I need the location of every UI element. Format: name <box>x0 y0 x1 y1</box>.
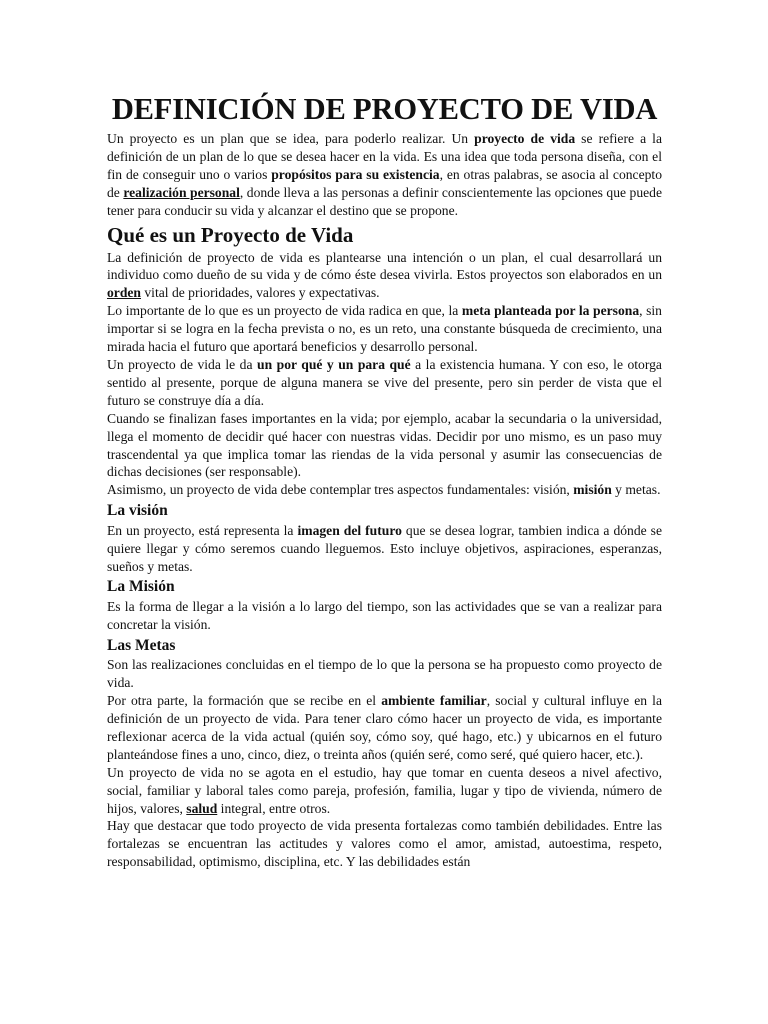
text-run: Un proyecto es un plan que se idea, para poderlo realizar. Un <box>107 131 475 146</box>
text-run: En un proyecto, está representa la <box>107 522 298 538</box>
text-run: Por otra parte, la formación que se recibe en el <box>107 693 382 709</box>
link-realizacion-personal[interactable]: realización personal <box>123 184 240 200</box>
text-run: La definición de proyecto de vida es plantearse una intención o un plan, el cual desarrollará un individuo como dueño de su vida y de cómo éste desea vivirla. Estos proyectos son elaborados en un <box>107 249 662 283</box>
text-run: , sin importar si se logra en la fecha prevista o no, es un reto, una constante búsqueda de crecimiento, una mirada hacia el futuro que aportará beneficios y desarrollo personal. <box>107 303 662 355</box>
intro-paragraph <box>107 130 662 220</box>
section-heading-metas: Las Metas <box>107 636 176 654</box>
paragraph: Cuando se finalizan fases importantes en la vida; por ejemplo, acabar la secundaria o la universidad, llega el momento de decidir qué hacer con nuestras vidas. Decidir por uno mismo, es un paso muy trascendental ya que implica tomar las riendas de la vida personal y asumir las consecuencias de dichas decisiones (ser responsable). <box>107 410 662 480</box>
link-salud[interactable]: salud <box>186 800 218 816</box>
paragraph: Es la forma de llegar a la visión a lo largo del tiempo, son las actividades que se van a realizar para concretar la visión. <box>107 598 662 632</box>
bold-term: proyecto de vida <box>474 131 576 146</box>
paragraph <box>107 764 662 818</box>
text-run: , en otras palabras, se asocia al concepto de <box>107 166 662 200</box>
bold-term: meta planteada por la persona <box>461 303 640 319</box>
link-orden[interactable]: orden <box>107 285 141 301</box>
paragraph: Son las realizaciones concluidas en el tiempo de lo que la persona se ha propuesto como proyecto de vida. <box>107 657 662 691</box>
document-title: DEFINICIÓN DE PROYECTO DE VIDA <box>111 92 658 126</box>
bold-term: un por qué y un para qué <box>257 356 411 372</box>
paragraph: Hay que destacar que todo proyecto de vida presenta fortalezas como también debilidades. Entre las fortalezas se encuentran las actitudes y valores como el amor, amistad, autoestima, respeto, responsabilidad, optimismo, disciplina, etc. Y las debilidades están <box>107 818 662 870</box>
paragraph <box>107 249 662 303</box>
text-run: que se desea lograr, tambien indica a dónde se quiere llegar y cómo seremos cuando lleguemos. Esto incluye objetivos, aspiraciones, esperanzas, sueños y metas. <box>107 522 662 574</box>
text-run: Un proyecto de vida le da <box>107 356 258 372</box>
section-heading-vision: La visión <box>107 502 168 520</box>
bold-term: misión <box>573 482 612 498</box>
text-run: Lo importante de lo que es un proyecto de vida radica en que, la <box>107 303 462 319</box>
text-run: , social y cultural influye en la definición de un proyecto de vida. Para tener claro cómo hacer un proyecto de vida, es importante reflexionar acerca de la vida actual (quién soy, cómo soy, qué hago, etc.) y ubicarnos en el futuro planteándose fines a uno, cinco, diez, o treinta años (quién seré, como seré, qué quiero hacer, etc.). <box>107 693 662 762</box>
paragraph <box>107 692 662 764</box>
text-run: integral, entre otros. <box>217 800 331 816</box>
bold-term: ambiente familiar <box>381 693 487 709</box>
text-run: vital de prioridades, valores y expectativas. <box>140 285 380 301</box>
section-heading-que-es: Qué es un Proyecto de Vida <box>107 222 354 247</box>
paragraph <box>107 302 662 356</box>
bold-term: propósitos para su existencia <box>271 166 440 182</box>
text-run: y metas. <box>611 482 661 498</box>
text-run: se refiere a la definición de un plan de lo que se desea hacer en la vida. Es una idea que toda persona diseña, con el fin de conseguir uno o varios <box>107 131 662 182</box>
section-heading-mision: La Misión <box>107 578 175 596</box>
text-run: Un proyecto de vida no se agota en el estudio, hay que tomar en cuenta deseos a nivel afectivo, social, familiar y laboral tales como pareja, profesión, familia, lugar y tipo de vivienda, número de hijos, valores, <box>107 764 662 816</box>
bold-term: imagen del futuro <box>297 522 402 538</box>
paragraph <box>107 356 662 410</box>
text-run: , donde lleva a las personas a definir conscientemente las opciones que puede tener para conducir su vida y alcanzar el destino que se propone. <box>107 184 662 218</box>
paragraph <box>107 522 662 576</box>
text-run: Asimismo, un proyecto de vida debe contemplar tres aspectos fundamentales: visión, <box>107 482 574 498</box>
paragraph <box>107 481 662 499</box>
text-run: a la existencia humana. Y con eso, le otorga sentido al presente, porque de alguna manera se vive del presente, pero sin perder de vista que el futuro se construye día a día. <box>107 356 662 408</box>
